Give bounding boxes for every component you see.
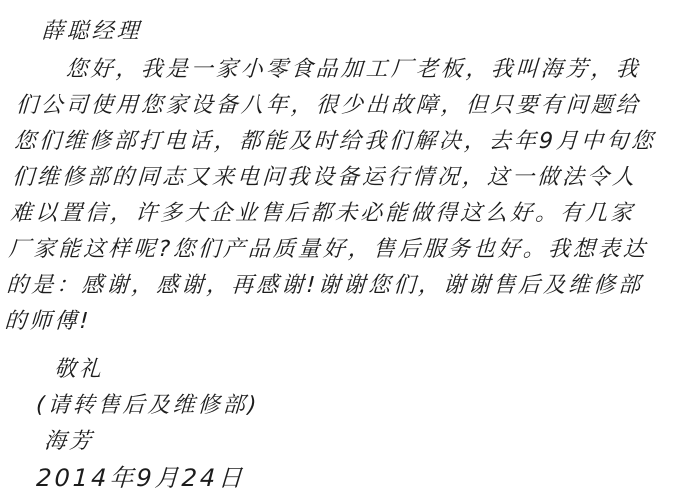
body-line: 的是：感谢，感谢，再感谢!谢谢您们，谢谢售后及维修部 <box>5 273 644 298</box>
body-line: 们维修部的同志又来电问我设备运行情况，这一做法令人 <box>11 165 638 190</box>
signature: 海芳 <box>43 429 95 454</box>
salutation-text: 薛聪经理 <box>41 19 143 44</box>
body-line: 难以置信，许多大企业售后都未必能做得这么好。有几家 <box>9 201 636 226</box>
body-line: 您好，我是一家小零食品加工厂老板，我叫海芳，我 <box>65 57 642 82</box>
body-line: 的师傅! <box>3 309 92 334</box>
body-line: 厂家能这样呢?您们产品质量好，售后服务也好。我想表达 <box>7 237 649 262</box>
closing-salute: 敬礼 <box>53 357 105 382</box>
salutation <box>41 14 688 50</box>
date: 2014年9月24日 <box>35 464 246 492</box>
forward-note: (请转售后及维修部) <box>35 393 260 418</box>
body-line: 们公司使用您家设备八年，很少出故障，但只要有问题给 <box>15 93 642 118</box>
letter-content <box>0 14 688 495</box>
body-line: 您们维修部打电话，都能及时给我们解决，去年9月中旬您 <box>13 129 657 154</box>
